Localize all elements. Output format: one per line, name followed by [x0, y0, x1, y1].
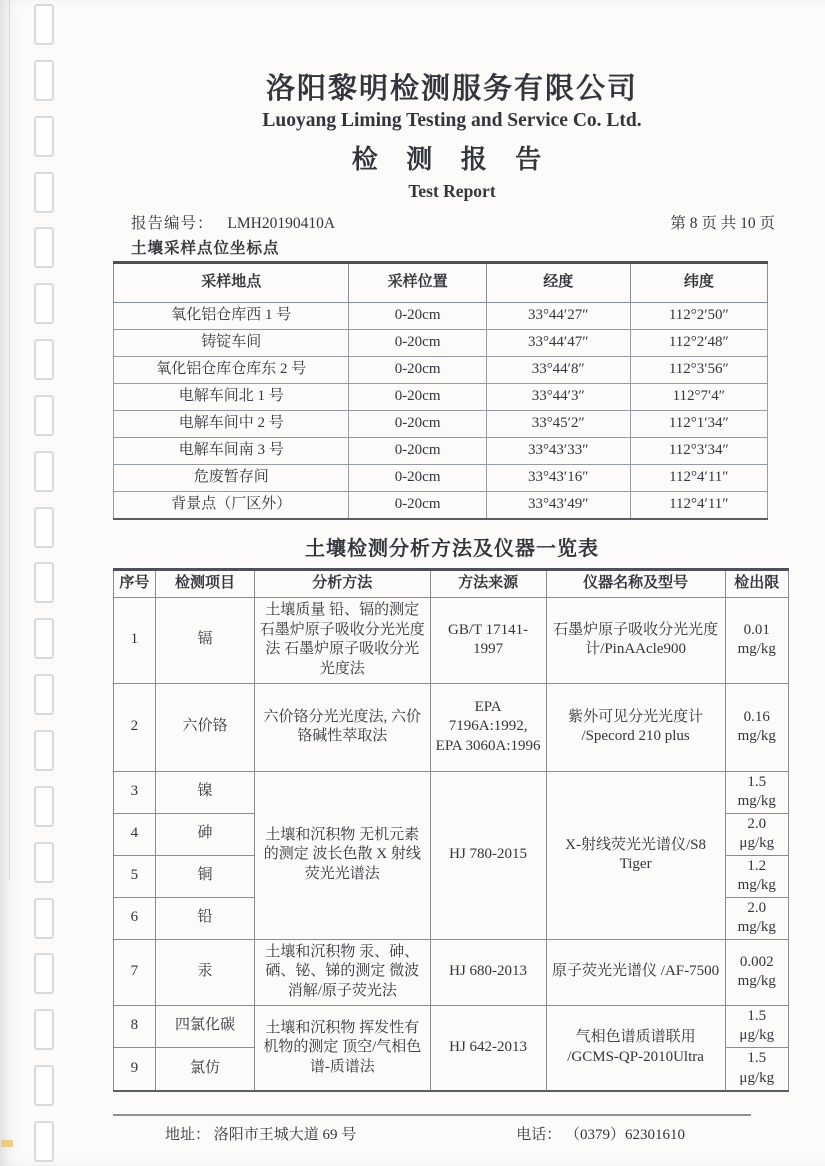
table-cell: 112°4′11″: [630, 492, 767, 519]
company-name-en: Luoyang Liming Testing and Service Co. Ltd.: [262, 110, 642, 131]
table-cell: 4: [114, 813, 156, 855]
methods-header-item: 检测项目: [155, 569, 254, 597]
binding-hole: [34, 618, 54, 659]
table-row: [114, 465, 768, 492]
methods-section-title: 土壤检测分析方法及仪器一览表: [305, 537, 599, 560]
coords-header-row: [114, 263, 768, 303]
table-cell: 石墨炉原子吸收分光光度计/PinAAcle900: [546, 597, 725, 683]
table-cell: 0-20cm: [349, 438, 486, 465]
binding-hole: [34, 1121, 54, 1162]
table-cell: 1.5 mg/kg: [725, 771, 788, 813]
table-cell: 六价铬: [155, 683, 254, 771]
table-cell: 1.2 mg/kg: [725, 855, 788, 897]
footer-phone-label: 电话：: [516, 1127, 562, 1143]
binding-hole: [34, 953, 54, 994]
footer-address-value: 洛阳市王城大道 69 号: [213, 1127, 357, 1143]
footer-address: [165, 1123, 356, 1144]
methods-header-row: [114, 569, 789, 597]
table-cell: 33°44′47″: [486, 330, 630, 357]
table-cell: 1.5 μg/kg: [725, 1047, 788, 1091]
table-row: [114, 438, 768, 465]
table-row: [114, 771, 789, 813]
merged-instrument-cell: 气相色谱质谱联用 /GCMS-QP-2010Ultra: [546, 1005, 725, 1091]
binding-hole: [34, 172, 54, 213]
table-cell: HJ 680-2013: [430, 939, 546, 1005]
report-content: [113, 66, 791, 1144]
table-cell: 112°2′48″: [630, 330, 767, 357]
table-cell: 四氯化碳: [155, 1005, 254, 1047]
table-cell: EPA 7196A:1992, EPA 3060A:1996: [430, 683, 546, 771]
table-row: [114, 357, 768, 384]
table-cell: 铜: [155, 855, 254, 897]
binding-hole: [34, 898, 54, 939]
table-cell: 土壤质量 铅、镉的测定 石墨炉原子吸收分光光度法 石墨炉原子吸收分光光度法: [255, 597, 431, 683]
footer-address-label: 地址：: [165, 1127, 211, 1143]
table-cell: GB/T 17141-1997: [430, 597, 546, 683]
table-cell: 电解车间南 3 号: [114, 438, 349, 465]
table-row: [114, 1005, 789, 1047]
table-cell: 电解车间中 2 号: [114, 411, 349, 438]
binding-hole: [34, 339, 54, 380]
binding-hole: [34, 227, 54, 268]
table-cell: 112°3′34″: [630, 438, 767, 465]
table-cell: 0.002 mg/kg: [725, 939, 788, 1005]
table-cell: 0-20cm: [349, 357, 486, 384]
table-cell: 112°1′34″: [630, 411, 767, 438]
table-row: [114, 683, 789, 771]
table-row: [114, 939, 789, 1005]
table-cell: 7: [114, 939, 156, 1005]
binding-holes: [34, 4, 54, 1162]
coords-header-longitude: 经度: [486, 263, 630, 303]
table-cell: 9: [114, 1047, 156, 1091]
table-cell: 33°43′49″: [486, 492, 630, 519]
table-cell: 危废暂存间: [114, 465, 349, 492]
report-title-cn: 检 测 报 告: [351, 145, 553, 174]
report-number-label: 报告编号：: [131, 215, 214, 232]
binding-hole: [34, 395, 54, 436]
page-indicator: 第 8 页 共 10 页: [670, 215, 775, 232]
table-cell: 镉: [155, 597, 254, 683]
merged-method-cell: 土壤和沉积物 挥发性有机物的测定 顶空/气相色谱-质谱法: [255, 1005, 431, 1091]
table-cell: 氯仿: [155, 1047, 254, 1091]
table-cell: 六价铬分光光度法, 六价铬碱性萃取法: [255, 683, 431, 771]
methods-header-limit: 检出限: [725, 569, 788, 597]
table-cell: 0-20cm: [349, 330, 486, 357]
table-row: [114, 330, 768, 357]
page-footer: [113, 1114, 751, 1144]
table-cell: 112°4′11″: [630, 465, 767, 492]
methods-header-method: 分析方法: [255, 569, 431, 597]
table-cell: 112°3′56″: [630, 357, 767, 384]
table-row: [114, 411, 768, 438]
table-cell: 33°44′3″: [486, 384, 630, 411]
report-meta-row: [113, 211, 791, 233]
table-cell: 电解车间北 1 号: [114, 384, 349, 411]
table-cell: 镍: [155, 771, 254, 813]
binding-hole: [34, 116, 54, 157]
merged-method-cell: 土壤和沉积物 无机元素的测定 波长色散 X 射线荧光光谱法: [255, 771, 431, 939]
table-row: [114, 303, 768, 330]
table-cell: 2: [114, 683, 156, 771]
table-cell: 33°44′8″: [486, 357, 630, 384]
table-cell: 0.16 mg/kg: [725, 683, 788, 771]
binding-hole: [34, 1065, 54, 1106]
table-cell: 0.01 mg/kg: [725, 597, 788, 683]
report-title-en: Test Report: [408, 181, 496, 201]
merged-source-cell: HJ 642-2013: [430, 1005, 546, 1091]
binding-hole: [34, 730, 54, 771]
methods-header-no: 序号: [114, 569, 156, 597]
binding-hole: [34, 562, 54, 603]
table-cell: 0-20cm: [349, 303, 486, 330]
table-cell: 0-20cm: [349, 384, 486, 411]
table-cell: 2.0 μg/kg: [725, 813, 788, 855]
footer-phone: [516, 1123, 685, 1144]
table-cell: 33°43′16″: [486, 465, 630, 492]
table-cell: 2.0 mg/kg: [725, 897, 788, 939]
table-cell: 氧化铝仓库西 1 号: [114, 303, 349, 330]
table-cell: 土壤和沉积物 汞、砷、硒、铋、锑的测定 微波消解/原子荧光法: [255, 939, 431, 1005]
binding-hole: [34, 451, 54, 492]
table-cell: 汞: [155, 939, 254, 1005]
binding-hole: [34, 786, 54, 827]
binding-hole: [34, 674, 54, 715]
table-cell: 33°45′2″: [486, 411, 630, 438]
binding-hole: [34, 842, 54, 883]
table-cell: 5: [114, 855, 156, 897]
coords-header-location: 采样地点: [114, 263, 349, 303]
page-edge-shadow: [9, 0, 10, 880]
table-cell: 原子荧光光谱仪 /AF-7500: [546, 939, 725, 1005]
table-cell: 铸锭车间: [114, 330, 349, 357]
table-cell: 0-20cm: [349, 411, 486, 438]
table-cell: 1: [114, 597, 156, 683]
methods-table: [113, 568, 789, 1093]
table-cell: 8: [114, 1005, 156, 1047]
coords-header-position: 采样位置: [349, 263, 486, 303]
merged-instrument-cell: X-射线荧光光谱仪/S8 Tiger: [546, 771, 725, 939]
binding-hole: [34, 283, 54, 324]
coords-table: [113, 261, 768, 520]
table-cell: 砷: [155, 813, 254, 855]
table-cell: 1.5 μg/kg: [725, 1005, 788, 1047]
table-cell: 33°44′27″: [486, 303, 630, 330]
binding-hole: [34, 60, 54, 101]
coords-section-title: 土壤采样点位坐标点: [131, 240, 280, 257]
binding-hole: [34, 1009, 54, 1050]
table-cell: 33°43′33″: [486, 438, 630, 465]
table-cell: 氧化铝仓库仓库东 2 号: [114, 357, 349, 384]
scan-artifact: [1, 1140, 13, 1147]
report-number-value: LMH20190410A: [227, 215, 336, 232]
footer-phone-value: （0379）62301610: [564, 1127, 685, 1143]
binding-hole: [34, 507, 54, 548]
methods-header-instrument: 仪器名称及型号: [546, 569, 725, 597]
report-number: [131, 211, 335, 233]
table-row: [114, 492, 768, 519]
table-cell: 3: [114, 771, 156, 813]
merged-source-cell: HJ 780-2015: [430, 771, 546, 939]
methods-header-source: 方法来源: [430, 569, 546, 597]
table-cell: 铅: [155, 897, 254, 939]
table-cell: 6: [114, 897, 156, 939]
table-cell: 112°7′4″: [630, 384, 767, 411]
coords-header-latitude: 纬度: [630, 263, 767, 303]
binding-hole: [34, 4, 54, 45]
table-cell: 0-20cm: [349, 492, 486, 519]
company-name-cn: 洛阳黎明检测服务有限公司: [265, 73, 638, 105]
table-cell: 背景点（厂区外）: [114, 492, 349, 519]
table-cell: 0-20cm: [349, 465, 486, 492]
table-cell: 紫外可见分光光度计 /Specord 210 plus: [546, 683, 725, 771]
table-cell: 112°2′50″: [630, 303, 767, 330]
table-row: [114, 384, 768, 411]
table-row: [114, 597, 789, 683]
